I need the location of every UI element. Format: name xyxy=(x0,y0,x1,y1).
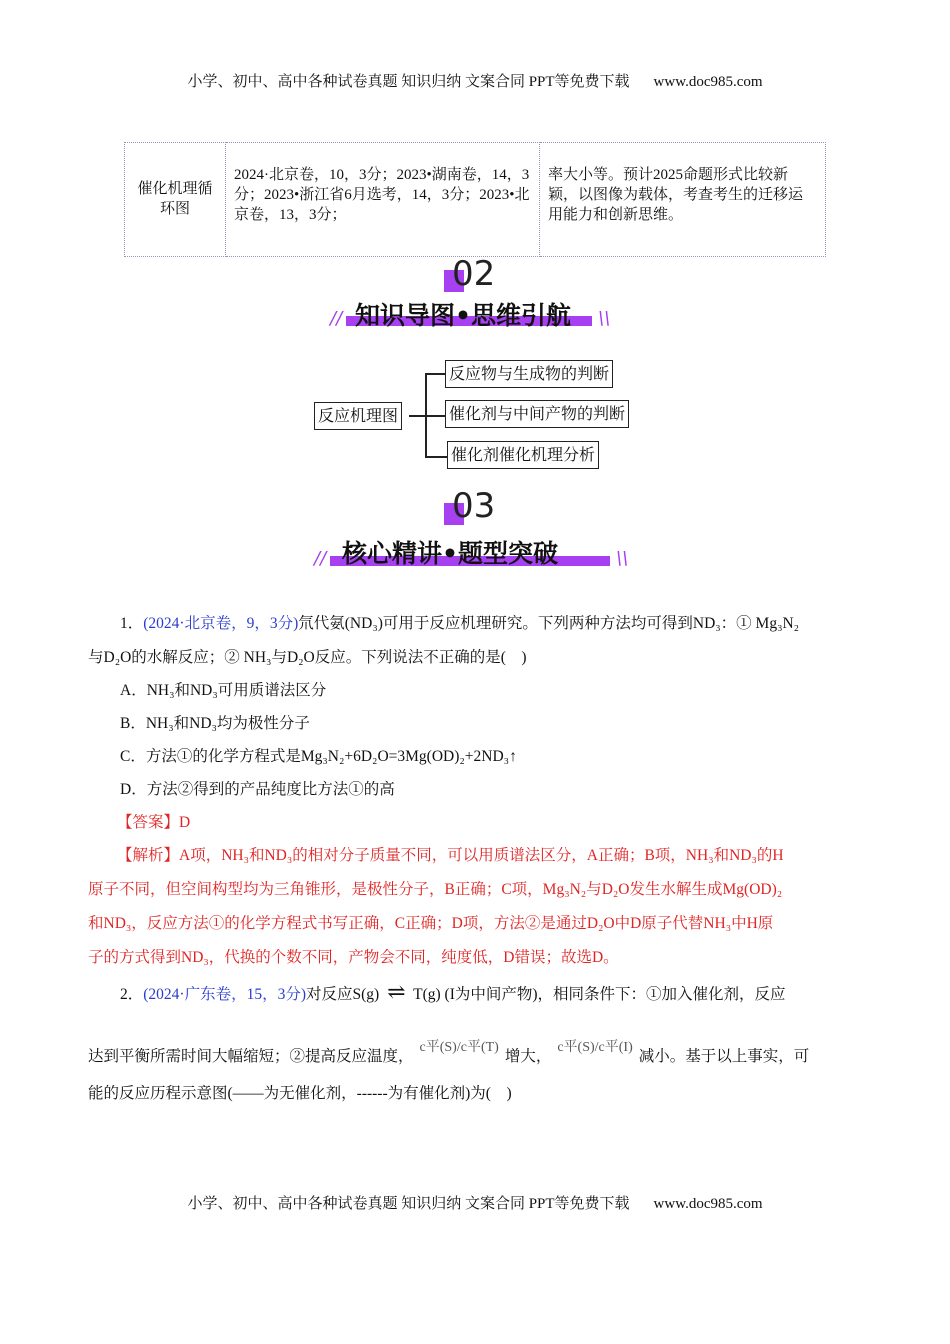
q2-stem: 减小。基于以上事实，可 xyxy=(638,1048,810,1065)
q1-stem: 氘代氨(ND₃)可用于反应机理研究。下列两种方法均可得到ND₃：① Mg₃N₂ xyxy=(298,615,800,632)
connector xyxy=(425,456,447,458)
q2-stem: T(g) (I为中间产物)，相同条件下：①加入催化剂，反应 xyxy=(413,986,786,1003)
q2-line xyxy=(120,979,786,1005)
q1-option-c: C．方法①的化学方程式是Mg₃N₂+6D₂O=3Mg(OD)₂+2ND₃↑ xyxy=(120,748,517,765)
q1-number: 1． xyxy=(120,615,144,632)
q2-stem: 达到平衡所需时间大幅缩短；②提高反应温度， xyxy=(88,1048,414,1065)
section-title: 核心精讲•题型突破 xyxy=(342,539,558,568)
q1-line xyxy=(120,611,799,633)
q1-option-a: A．NH₃和ND₃可用质谱法区分 xyxy=(120,682,327,699)
q1-stem-cont: 与D₂O的水解反应；② NH₃与D₂O反应。下列说法不正确的是( ) xyxy=(88,649,527,666)
slash-decoration: // xyxy=(314,548,327,569)
footer-text: 小学、初中、高中各种试卷真题 知识归纳 文案合同 PPT等免费下载 xyxy=(187,1196,630,1212)
header-text: 小学、初中、高中各种试卷真题 知识归纳 文案合同 PPT等免费下载 xyxy=(187,74,630,90)
ratio-formula: c平(S)/c平(I) xyxy=(557,1040,633,1055)
q1-explanation: 子的方式得到ND₃，代换的个数不同，产物会不同，纯度低，D错误；故选D。 xyxy=(88,949,619,966)
slash-decoration: // xyxy=(330,308,343,329)
q2-stem: 对反应S(g) xyxy=(306,986,380,1003)
q1-explanation: 原子不同，但空间构型均为三角锥形，是极性分子，B正确；C项，Mg₃N₂与D₂O发生水解生成Mg(OD)₂ xyxy=(88,881,783,898)
page-header xyxy=(0,70,950,91)
analysis-cell: 率大小等。预计2025命题形式比较新颖，以图像为载体，考查考生的迁移运用能力和创新思维。 xyxy=(540,143,826,257)
q1-option-b: B．NH₃和ND₃均为极性分子 xyxy=(120,715,310,732)
mindmap-branch: 反应物与生成物的判断 xyxy=(445,360,613,388)
connector xyxy=(425,373,445,375)
page-footer xyxy=(0,1192,950,1213)
section-title: 知识导图•思维引航 xyxy=(355,301,571,330)
mindmap-root: 反应机理图 xyxy=(314,402,402,430)
q2-source: (2024·广东卷，15，3分) xyxy=(143,986,307,1003)
header-url: www.doc985.com xyxy=(653,74,763,90)
equilibrium-arrow: ⇌ xyxy=(387,979,406,1004)
q2-stem-cont: 能的反应历程示意图(——为无催化剂，------为有催化剂)为( ) xyxy=(88,1085,512,1102)
slash-decoration: \\ xyxy=(598,308,611,329)
ratio-formula: c平(S)/c平(T) xyxy=(419,1040,499,1055)
q1-source: (2024·北京卷，9，3分) xyxy=(143,615,299,632)
sources-cell: 2024·北京卷，10，3分；2023•湖南卷，14，3分；2023•浙江省6月选考，14，3分；2023•北京卷，13，3分； xyxy=(226,143,540,257)
connector xyxy=(425,373,427,456)
footer-url: www.doc985.com xyxy=(653,1196,763,1212)
q2-line xyxy=(88,1036,809,1066)
section-number: 02 xyxy=(452,254,496,294)
q1-answer: 【答案】D xyxy=(117,814,191,831)
q1-explanation: 【解析】A项，NH₃和ND₃的相对分子质量不同，可以用质谱法区分，A正确；B项，NH₃和ND₃的H xyxy=(117,847,784,864)
exam-info-table xyxy=(124,142,826,257)
q1-option-d: D．方法②得到的产品纯度比方法①的高 xyxy=(120,781,395,798)
mindmap-branch: 催化剂催化机理分析 xyxy=(447,441,599,469)
q2-stem: 增大， xyxy=(504,1048,552,1065)
topic-cell: 催化机理循环图 xyxy=(125,143,226,257)
q1-explanation: 和ND₃，反应方法①的化学方程式书写正确，C正确；D项，方法②是通过D₂O中D原子代替NH₃中H原 xyxy=(88,915,774,932)
mindmap-branch: 催化剂与中间产物的判断 xyxy=(445,400,629,428)
section-number: 03 xyxy=(452,486,496,526)
slash-decoration: \\ xyxy=(616,548,629,569)
connector xyxy=(409,415,445,417)
q2-number: 2． xyxy=(120,986,144,1003)
